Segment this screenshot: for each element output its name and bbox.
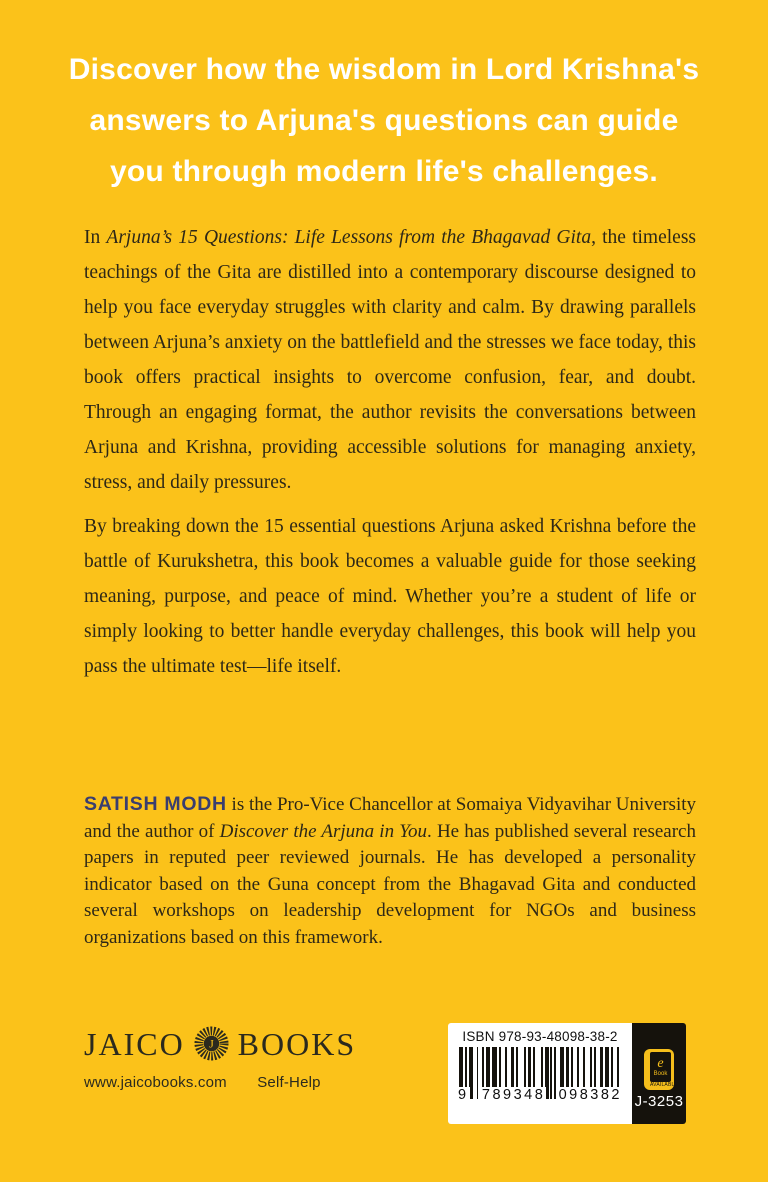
ebook-e-glyph: e — [657, 1055, 664, 1071]
publisher-meta — [84, 1074, 356, 1091]
barcode-digit-group: 098382 — [558, 1087, 622, 1103]
headline-line: you through modern life's challenges. — [110, 155, 658, 188]
author-bio — [84, 791, 696, 951]
headline — [30, 44, 738, 197]
headline-line: Discover how the wisdom in Lord Krishna's — [68, 53, 700, 86]
text-segment: . He has published several research papers in reputed peer reviewed journals. He has developed a personality indicator based on the Guna concept from the Bhagavad Gita and conducted several workshops on leadership development for NGOs and business organizations based on this framework. — [84, 820, 696, 948]
publisher-name-jaico: JAICO — [84, 1025, 185, 1062]
ebook-word: Book — [653, 1070, 668, 1077]
text-segment: , the timeless teachings of the Gita are distilled into a contemporary discourse designed to help you face everyday struggles with clarity and calm. By drawing parallels between Arjuna’s anxiety on the battlefield and the stresses we face today, this book offers practical insights to overcome confusion, fear, and doubt. Through an engaging format, the author revisits the conversations between Arjuna and Krishna, providing accessible solutions for managing anxiety, stress, and daily pressures. — [84, 227, 696, 493]
barcode-block — [448, 1023, 686, 1124]
category-label: Self-Help — [257, 1074, 321, 1091]
barcode-side-panel — [632, 1023, 686, 1124]
publisher-block — [84, 1026, 356, 1091]
text-segment: SATISH MODH — [84, 793, 227, 815]
barcode-digits — [457, 1087, 623, 1103]
text-segment: is the Pro-Vice Chancellor at Somaiya Vidyavihar University and the author of — [84, 794, 696, 842]
synopsis-paragraph-1 — [84, 220, 696, 500]
ebook-available-icon — [644, 1049, 679, 1090]
svg-text:J: J — [208, 1037, 214, 1051]
publisher-name-books: BOOKS — [237, 1025, 357, 1062]
barcode-digit-group: 789348 — [481, 1087, 546, 1103]
jaico-sunburst-emblem-icon — [194, 1026, 229, 1061]
barcode-digit-group: 9 — [458, 1087, 469, 1103]
ebook-availability-label: AVAILABLE — [650, 1082, 679, 1088]
text-segment: Arjuna’s 15 Questions: Life Lessons from the Bhagavad Gita — [106, 227, 592, 248]
text-segment: Discover the Arjuna in You — [219, 820, 428, 842]
isbn-label: ISBN 978-93-48098-38-2 — [462, 1029, 618, 1044]
publisher-logo — [84, 1026, 356, 1061]
publisher-website: www.jaicobooks.com — [84, 1074, 227, 1091]
ebook-icon-panel — [650, 1052, 671, 1082]
jaico-item-code: J-3253 — [634, 1093, 684, 1110]
headline-line: answers to Arjuna's questions can guide — [89, 104, 679, 137]
barcode-panel — [448, 1023, 632, 1124]
text-segment: In — [84, 227, 107, 248]
synopsis — [84, 220, 696, 684]
synopsis-paragraph-2 — [84, 509, 696, 684]
text-segment: By breaking down the 15 essential questions Arjuna asked Krishna before the battle of Kurukshetra, this book becomes a valuable guide for those seeking meaning, purpose, and peace of mind. Whether you’re a student of life or simply looking to better handle everyday challenges, this book will help you pass the ultimate test—life itself. — [84, 516, 696, 677]
